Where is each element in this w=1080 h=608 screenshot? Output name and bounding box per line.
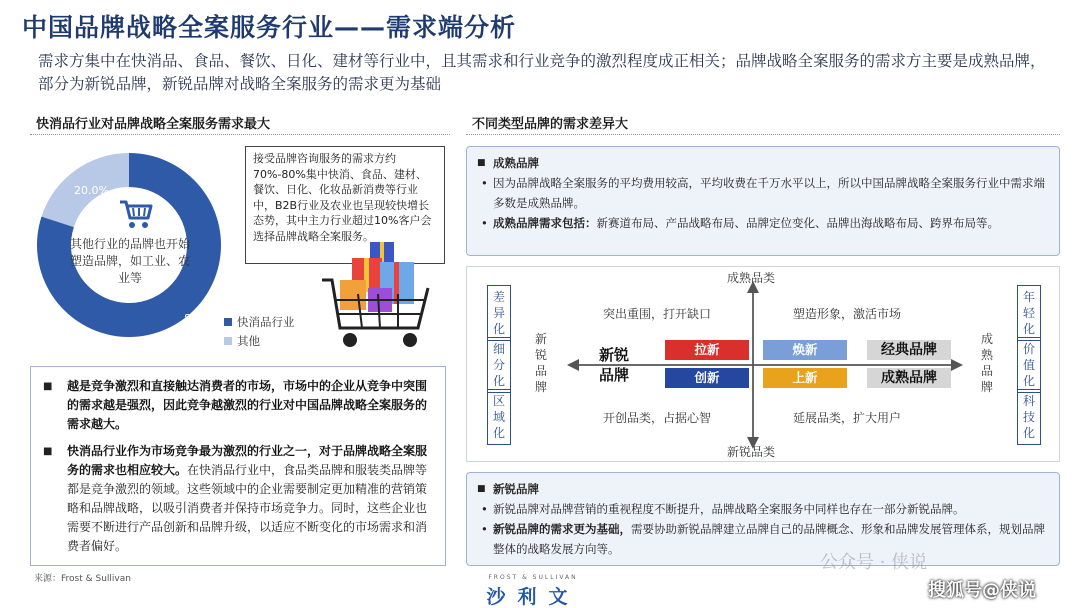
source-note: 来源：Frost & Sullivan (34, 574, 131, 584)
donut-center-text: 其他行业的品牌也开始塑造品牌，如工业、农业等 (70, 237, 191, 285)
tag-value: 价值化 (1017, 337, 1041, 393)
page-title: 中国品牌战略全案服务行业——需求端分析 (22, 13, 517, 42)
intro-text: 需求方集中在快消品、食品、餐饮、日化、建材等行业中，且其需求和行业竞争的激烈程度成正相关；品牌战略全案服务的需求方主要是成熟品牌，部分为新锐品牌，新锐品牌对战略全案服务的需求更为基础 (38, 52, 1046, 93)
legend-label-other: 其他 (237, 333, 260, 348)
right-vertical-label: 成熟品牌 (980, 332, 993, 394)
tag-regionalization: 区域化 (487, 389, 511, 445)
emerging-item-2-bold: 新锐品牌的需求更为基础， (493, 522, 631, 536)
callout-box: 接受品牌咨询服务的需求方约70%-80%集中快消、食品、建材、餐饮、日化、化妆品新消费等行业中，B2B行业及农业也呈现较快增长态势，其中主力行业超过10%客户会选择品牌战略全案服务。 (245, 146, 445, 264)
emerging-item-1-text: 新锐品牌对品牌营销的重视程度不断提升，品牌战略全案服务中同样也存在一部分新锐品牌。 (493, 502, 965, 516)
emerging-item-1 (477, 499, 1049, 519)
legend-swatch-other (224, 337, 232, 345)
left-bullet-1 (41, 377, 433, 434)
quadrant-top-right: 塑造形象，激活市场 (793, 307, 902, 321)
sohu-watermark: 搜狐号@侠说 (928, 580, 1036, 601)
legend-item-fmcg (224, 312, 295, 331)
left-vertical-label: 新锐品牌 (534, 332, 547, 394)
tag-segmentation: 细分化 (487, 337, 511, 393)
mature-brand-box (466, 146, 1060, 256)
quadrant-top-left: 突出重围，打开缺口 (603, 307, 712, 321)
tag-differentiation: 差异化 (487, 285, 511, 341)
tag-youthful: 年轻化 (1017, 285, 1041, 341)
brand-matrix-diagram (466, 266, 1060, 462)
mature-item-2 (477, 213, 1049, 233)
emerging-item-2-text: 需要协助新锐品牌建立品牌自己的品牌概念、形象和品牌发展管理体系，规划品牌整体的战略发展方向等。 (493, 522, 1045, 556)
bar-acquire: 拉新 (665, 340, 749, 360)
left-section-heading: 快消品行业对品牌战略全案服务需求最大 (30, 113, 450, 135)
wechat-watermark: 公众号 · 侠说 (820, 552, 928, 573)
axis-bottom-label: 新锐品类 (727, 445, 776, 459)
legend-label-fmcg: 快消品行业 (237, 314, 295, 329)
chart-legend (224, 312, 295, 350)
logo-small-text: FROST & SULLIVAN (488, 574, 578, 581)
bar-refresh: 焕新 (763, 340, 847, 360)
bar-mature-brand: 成熟品牌 (867, 368, 951, 388)
mature-item-1 (477, 173, 1049, 213)
matrix-axes (467, 267, 1061, 463)
right-section-heading: 不同类型品牌的需求差异大 (466, 113, 1060, 135)
quadrant-bottom-left: 开创品类，占据心智 (603, 411, 712, 425)
bar-launch: 上新 (763, 368, 847, 388)
tag-technology: 科技化 (1017, 389, 1041, 445)
slice-label-other: 20.0% (74, 184, 109, 197)
mature-item-1-text: 因为品牌战略全案服务的平均费用较高，平均收费在千万水平以上，所以中国品牌战略全案服务行业中需求端多数是成熟品牌。 (493, 176, 1045, 210)
logo-big-text: 沙利文 (486, 586, 580, 608)
legend-swatch-fmcg (224, 318, 232, 326)
gift-cart-illustration (318, 240, 438, 355)
slice-label-fmcg: 80.0% (184, 312, 219, 325)
emerging-item-2 (477, 519, 1049, 559)
left-bullet-box (30, 366, 446, 566)
shopping-cart-icon (118, 198, 154, 230)
mature-item-2-text: 新赛道布局、产品战略布局、品牌定位变化、品牌出海战略布局、跨界布局等。 (596, 216, 999, 230)
bar-innovate: 创新 (665, 368, 749, 388)
emerging-brand-box (466, 472, 1060, 566)
quadrant-bottom-right: 延展品类，扩大用户 (793, 411, 902, 425)
axis-top-label: 成熟品类 (727, 271, 776, 285)
left-bullet-1-bold: 越是竞争激烈和直接触达消费者的市场，市场中的企业从竞争中突围的需求越是强烈，因此竞争越激烈的行业对中国品牌战略全案服务的需求越大。 (67, 379, 428, 431)
emerging-brand-word: 新锐品牌 (599, 346, 630, 384)
mature-brand-heading: ■ 成熟品牌 (477, 153, 1049, 173)
frost-sullivan-logo (468, 574, 598, 608)
legend-item-other (224, 331, 295, 350)
left-bullet-2 (41, 442, 433, 556)
left-bullet-2-bold: 快消品行业作为市场竞争最为激烈的行业之一，对于品牌战略全案服务的需求也相应较大。 (67, 444, 428, 477)
left-bullet-2-text: 在快消品行业中，食品类品牌和服装类品牌等都是竞争激烈的领域。这些领域中的企业需要制定更加精准的营销策略和品牌战略，以吸引消费者并保持市场竞争力。同时，这些企业也需要不断进行产品创新和品牌升级，以适应不断变化的市场需求和消费者偏好。 (67, 463, 428, 553)
bar-classic-brand: 经典品牌 (867, 340, 951, 360)
mature-item-2-bold: 成熟品牌需求包括： (493, 216, 597, 230)
emerging-brand-heading: ■ 新锐品牌 (477, 479, 1049, 499)
